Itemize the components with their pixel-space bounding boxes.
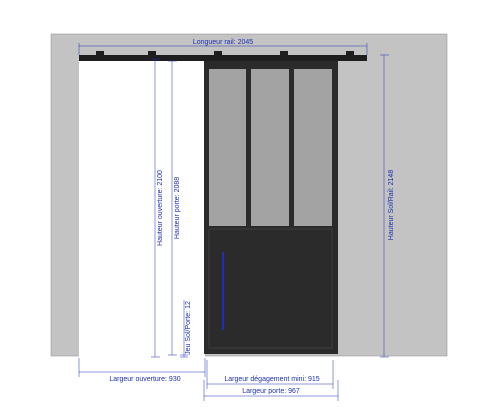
glass-pane-2 bbox=[251, 69, 289, 226]
glass-pane-3 bbox=[294, 69, 332, 226]
opening-height-label: Hauteur ouverture: 2100 bbox=[157, 170, 164, 246]
glass-pane-1 bbox=[209, 69, 246, 226]
opening-width-label: Largeur ouverture: 930 bbox=[109, 376, 181, 383]
rail bbox=[79, 55, 367, 61]
door-height-label: Hauteur porte: 2088 bbox=[174, 176, 181, 240]
sliding-door bbox=[204, 61, 338, 354]
min-clearance-width-label: Largeur dégagement mini: 915 bbox=[224, 376, 320, 383]
door-width-label: Largeur porte: 967 bbox=[242, 388, 300, 395]
floor-gap-label: Jeu Sol/Porte: 12 bbox=[185, 301, 192, 355]
rail-length-label: Longueur rail: 2045 bbox=[192, 39, 254, 46]
floor-rail-height-label: Hauteur Sol/Rail: 2148 bbox=[388, 169, 395, 241]
